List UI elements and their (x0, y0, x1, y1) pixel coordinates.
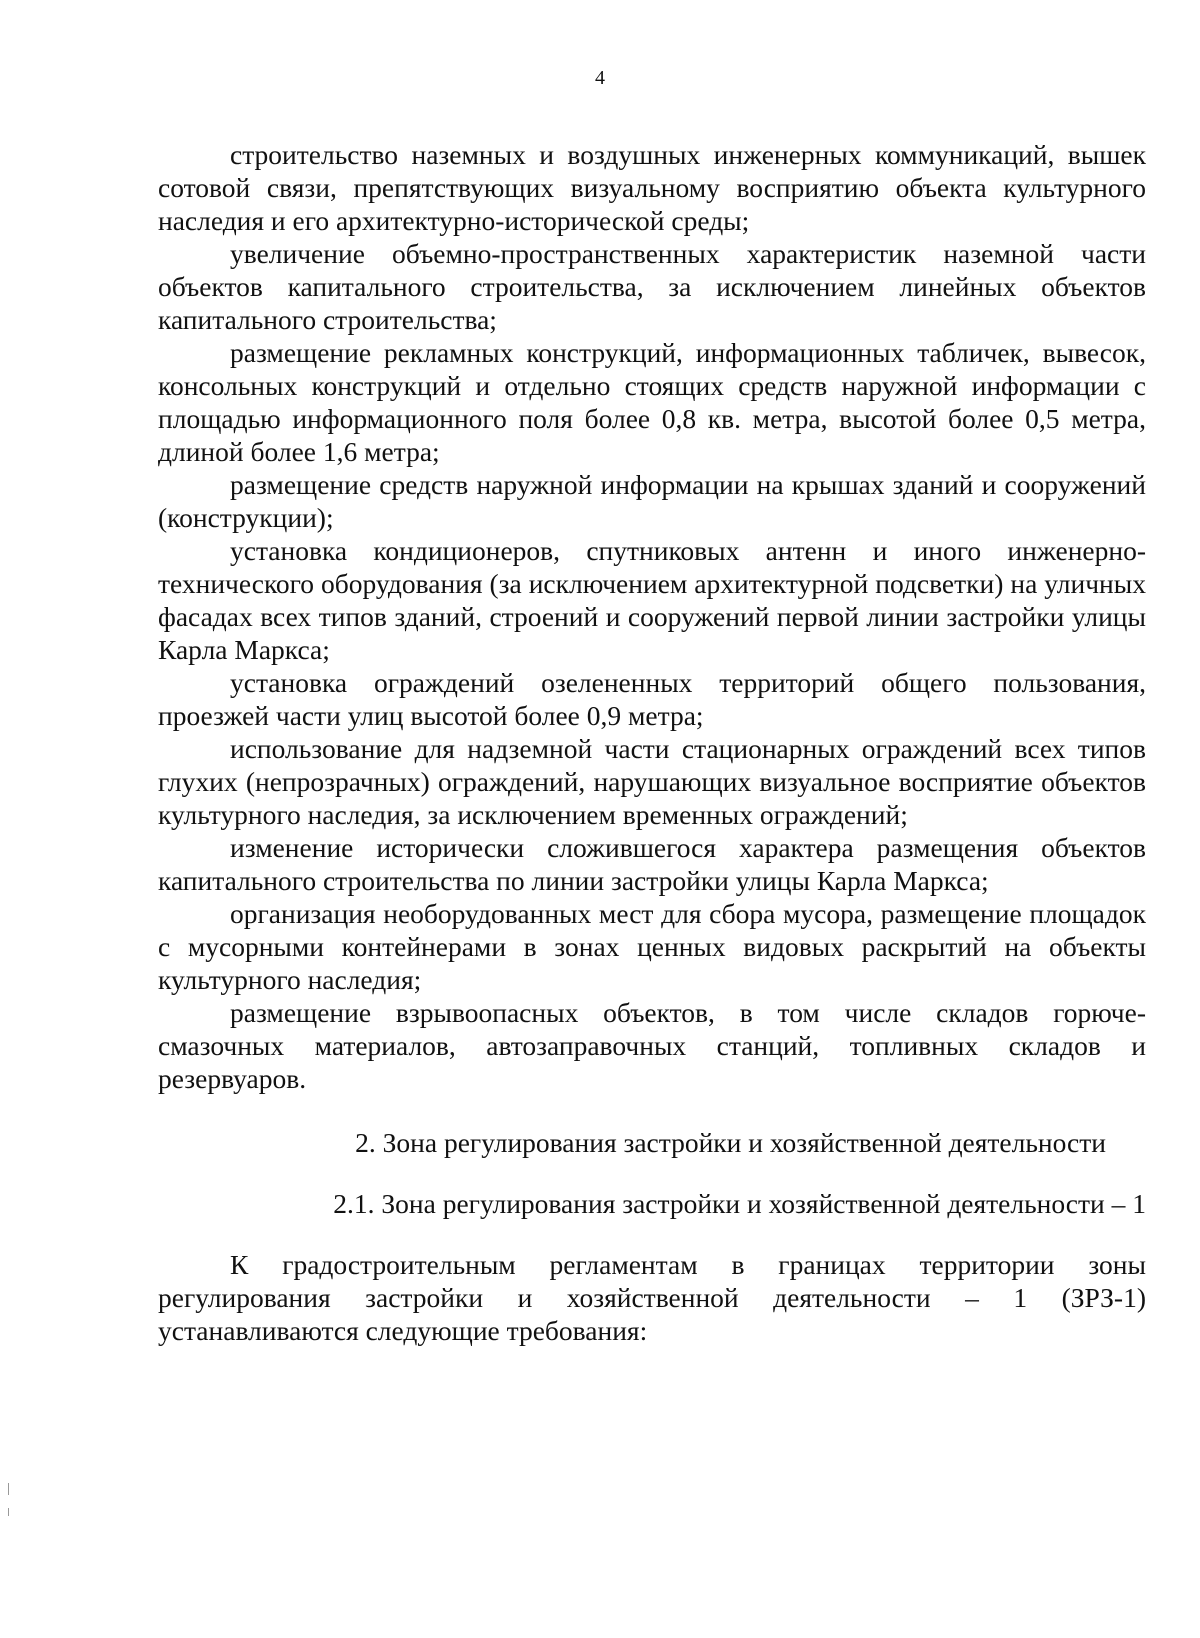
paragraph: установка ограждений озелененных территорий общего пользования, проезжей части улиц высотой более 0,9 метра; (158, 667, 1146, 731)
document-body (158, 138, 1146, 1347)
paragraph: организация необорудованных мест для сбора мусора, размещение площадок с мусорными контейнерами в зонах ценных видовых раскрытий на объекты культурного наследия; (158, 898, 1146, 995)
page-number: 4 (595, 67, 605, 89)
scan-artifact (8, 1508, 9, 1516)
paragraph: использование для надземной части стационарных ограждений всех типов глухих (непрозрачных) ограждений, нарушающих визуальное восприятие объектов культурного наследия, за исключением временных ограждений; (158, 733, 1146, 830)
paragraph: установка кондиционеров, спутниковых антенн и иного инженерно-технического оборудования (за исключением архитектурной подсветки) на уличных фасадах всех типов зданий, строений и сооружений первой линии застройки улицы Карла Маркса; (158, 535, 1146, 665)
paragraph: размещение взрывоопасных объектов, в том числе складов горюче-смазочных материалов, автозаправочных станций, топливных складов и резервуаров. (158, 997, 1146, 1094)
paragraph: увеличение объемно-пространственных характеристик наземной части объектов капитального строительства, за исключением линейных объектов капитального строительства; (158, 238, 1146, 335)
section-heading: 2. Зона регулирования застройки и хозяйственной деятельности (355, 1127, 1106, 1158)
subsection-heading: 2.1. Зона регулирования застройки и хозяйственной деятельности – 1 (333, 1188, 1146, 1219)
final-paragraph: К градостроительным регламентам в границах территории зоны регулирования застройки и хозяйственной деятельности – 1 (ЗРЗ-1) устанавливаются следующие требования: (158, 1249, 1146, 1346)
paragraph: размещение рекламных конструкций, информационных табличек, вывесок, консольных конструкций и отдельно стоящих средств наружной информации с площадью информационного поля более 0,8 кв. метра, высотой более 0,5 метра, длиной более 1,6 метра; (158, 337, 1146, 467)
scan-artifact (8, 1483, 9, 1495)
paragraph: изменение исторически сложившегося характера размещения объектов капитального строительства по линии застройки улицы Карла Маркса; (158, 832, 1146, 896)
paragraph: размещение средств наружной информации на крышах зданий и сооружений (конструкции); (158, 469, 1146, 533)
paragraph: строительство наземных и воздушных инженерных коммуникаций, вышек сотовой связи, препятствующих визуальному восприятию объекта культурного наследия и его архитектурно-исторической среды; (158, 139, 1146, 236)
